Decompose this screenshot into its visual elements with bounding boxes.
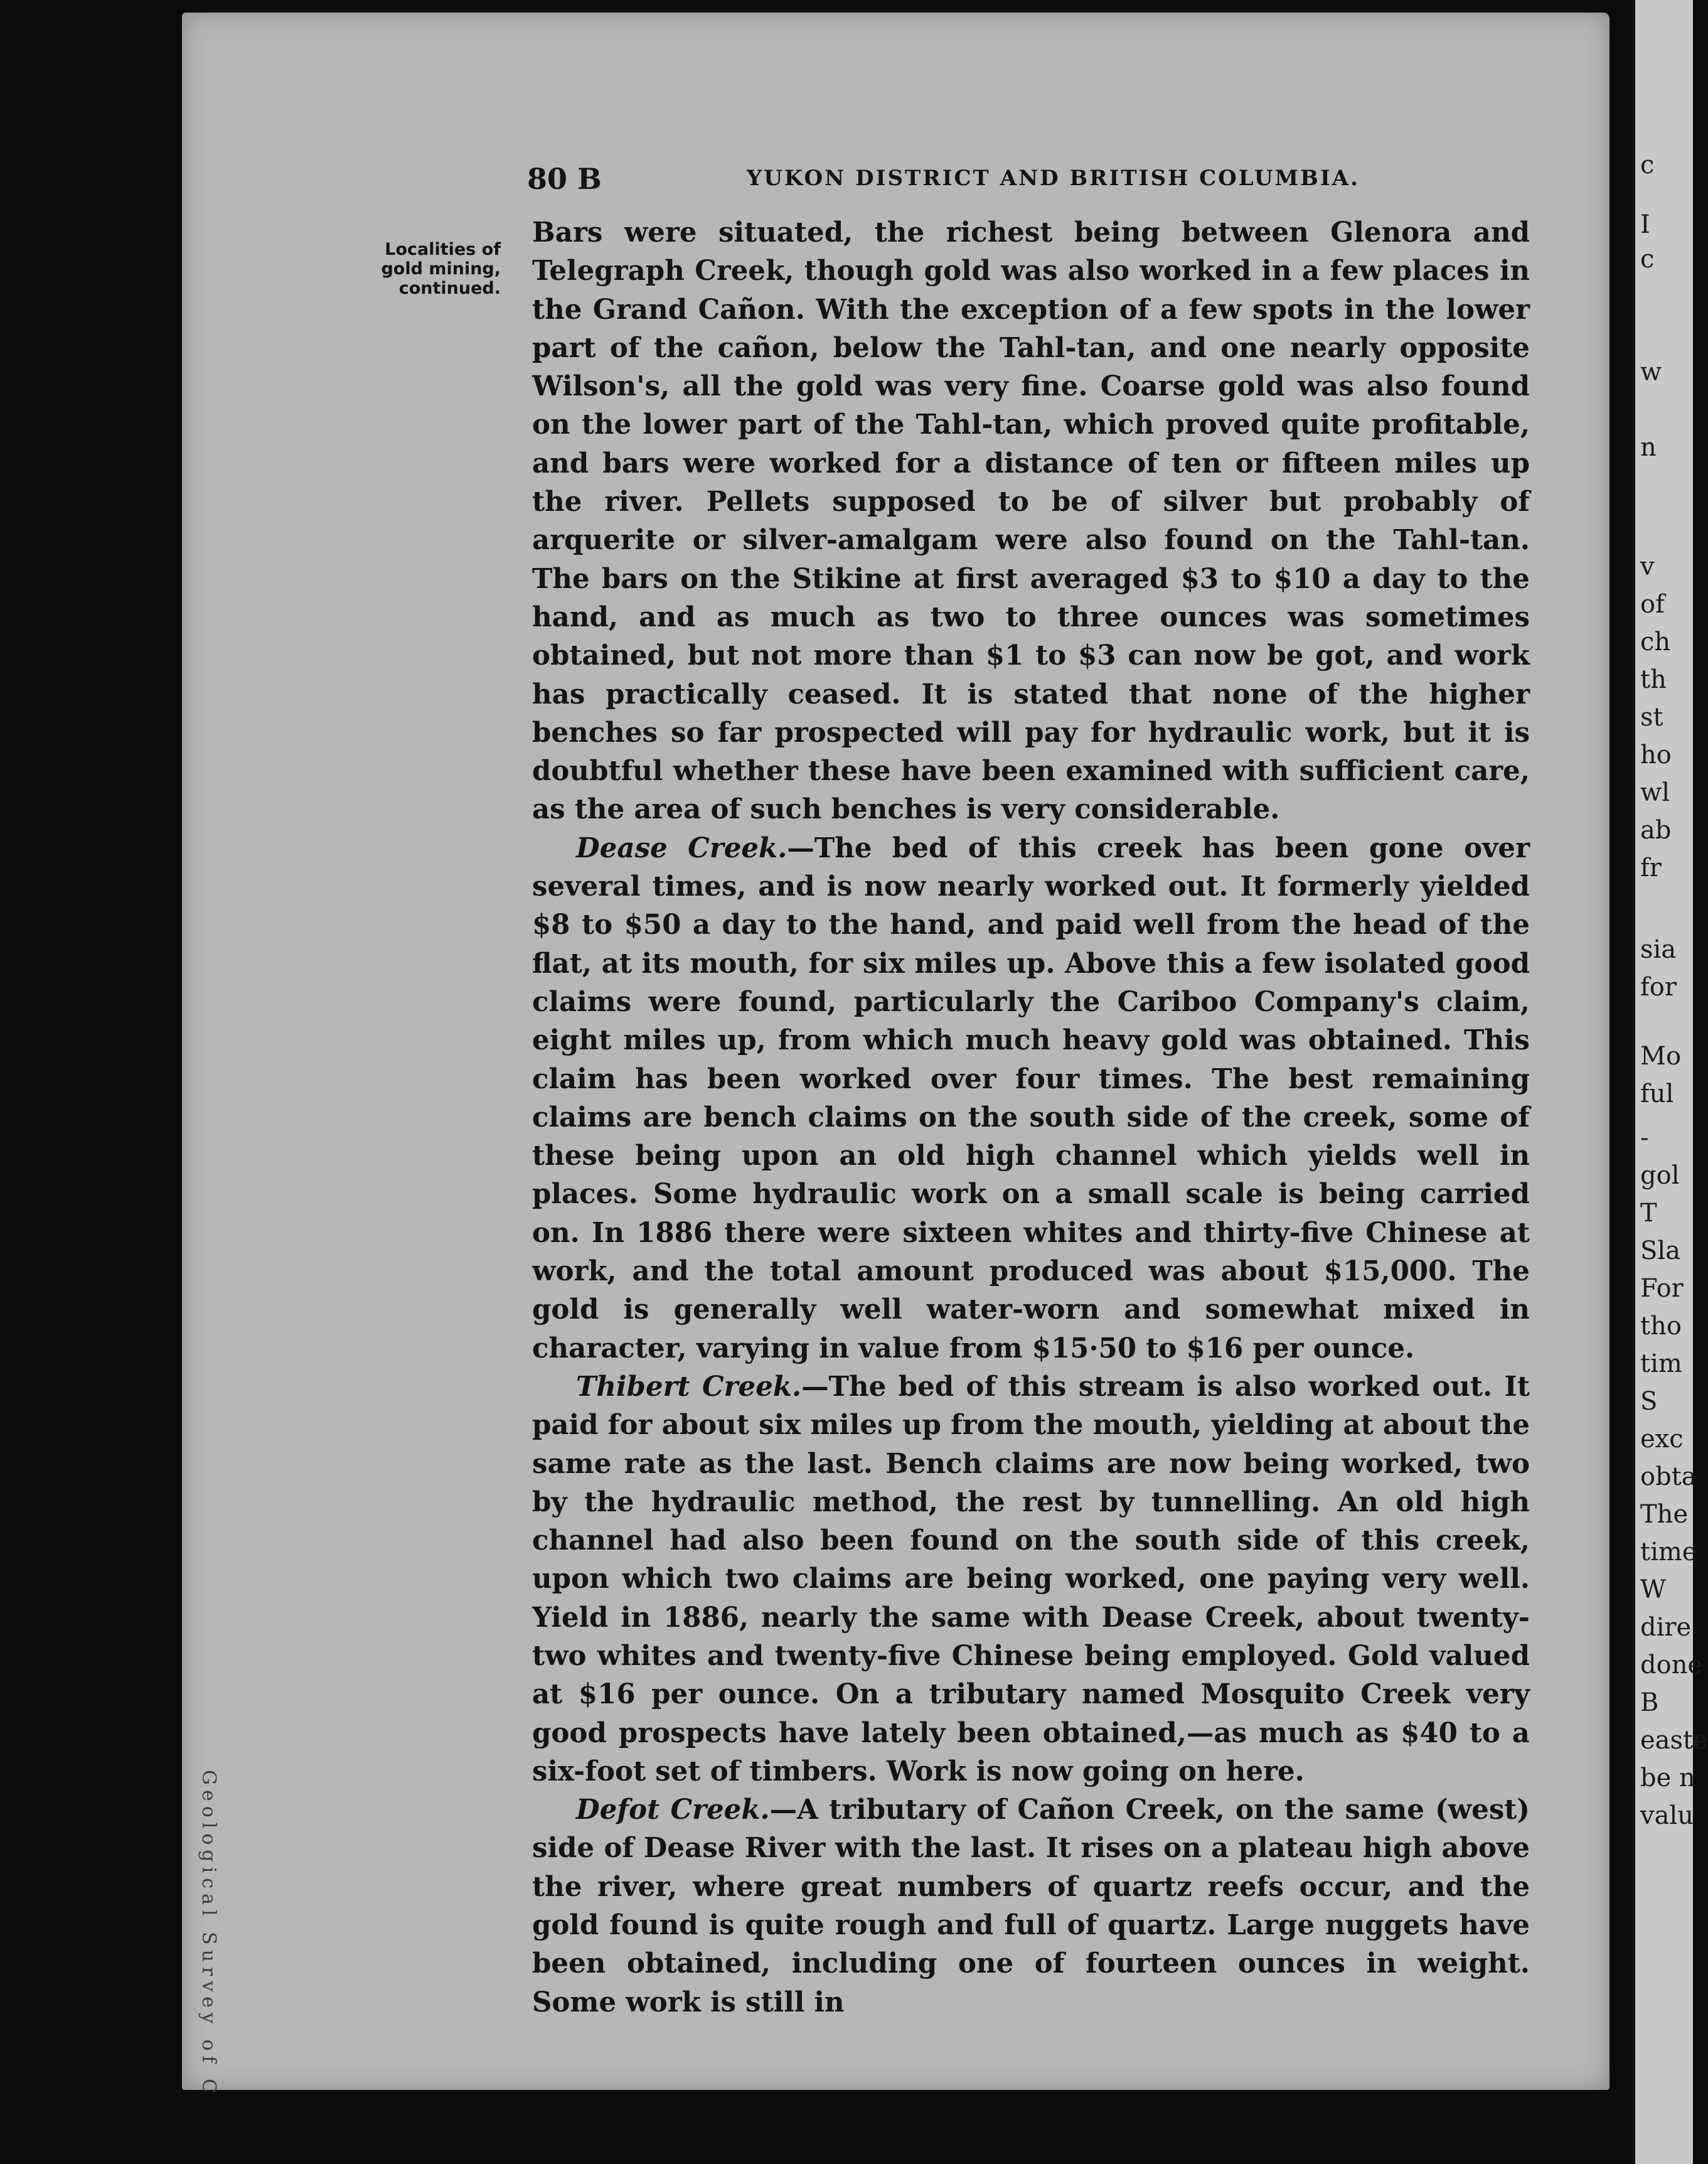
facing-page-fragment: B xyxy=(1640,1688,1659,1717)
facing-page-fragment: - xyxy=(1640,1123,1649,1152)
facing-page-fragment: Mo xyxy=(1640,1042,1682,1071)
section-heading: Thibert Creek. xyxy=(576,1370,802,1403)
facing-page-fragment: For xyxy=(1640,1274,1684,1303)
facing-page-fragment: T xyxy=(1640,1199,1657,1228)
facing-page-fragment: th xyxy=(1640,665,1667,694)
facing-page-fragment: wl xyxy=(1640,778,1670,807)
facing-page-fragment: obta xyxy=(1640,1462,1697,1491)
paragraph-text: —The bed of this creek has been gone over several times, and is now nearly worked out. It formerly yielded $8 to $50 a day to the hand, and paid well from the head of the flat, at its mouth, for six miles up. Above this a few isolated good claims were found, particularly the Cariboo Company's claim, eight miles up, from which much heavy gold was obtained. This claim has been worked over four times. The best remaining claims are bench claims on the south side of the creek, some of these being upon an old high channel which yields well in places. Some hydraulic work on a small scale is being carried on. In 1886 there were sixteen whites and thirty-five Chinese at work, and the total amount produced was about $15,000. The gold is generally well water-worn and somewhat mixed in character, varying in value from $15·50 to $16 per ounce. xyxy=(532,832,1530,1364)
facing-page-fragment: ab xyxy=(1640,816,1672,845)
facing-page-fragment: easte xyxy=(1640,1726,1708,1755)
facing-page-fragment: st xyxy=(1640,703,1663,732)
facing-page-fragment: valu xyxy=(1640,1801,1694,1830)
margin-note-line: continued. xyxy=(398,279,501,298)
facing-page-fragment: W xyxy=(1640,1575,1667,1604)
section-heading: Dease Creek. xyxy=(576,832,787,864)
facing-page-fragment: ful xyxy=(1640,1079,1674,1108)
margin-note xyxy=(363,240,501,298)
facing-page-fragment: The xyxy=(1640,1500,1689,1529)
facing-page-fragment: tim xyxy=(1640,1349,1682,1378)
paragraph-text: —A tributary of Cañon Creek, on the same (west) side of Dease River with the last. It rises on a plateau high above the river, where great numbers of quartz reefs occur, and the gold found is quite rough and full of quartz. Large nuggets have been obtained, including one of fourteen ounces in weight. Some work is still in xyxy=(532,1794,1530,2018)
facing-page-fragment: c xyxy=(1640,151,1655,179)
margin-note-line: Localities of xyxy=(385,240,501,259)
facing-page-fragment: exc xyxy=(1640,1425,1684,1454)
facing-page-fragment: ch xyxy=(1640,628,1671,656)
paragraph-text: Bars were situated, the richest being between Glenora and Telegraph Creek, though gold was also worked in a few places in the Grand Cañon. With the exception of a few spots in the lower part of the cañon, below the Tahl-tan, and one nearly opposite Wilson's, all the gold was very fine. Coarse gold was also found on the lower part of the Tahl-tan, which proved quite profitable, and bars were worked for a distance of ten or fifteen miles up the river. Pellets supposed to be of silver but probably of arquerite or silver-amalgam were also found on the Tahl-tan. The bars on the Stikine at first averaged $3 to $10 a day to the hand, and as much as two to three ounces was sometimes obtained, but not more than $1 to $3 can now be got, and work has practically ceased. It is stated that none of the higher benches so far prospected will pay for hydraulic work, but it is doubtful whether these have been examined with sufficient care, as the area of such benches is very considerable. xyxy=(532,217,1530,826)
facing-page-fragment: w xyxy=(1640,358,1662,387)
paragraph xyxy=(532,213,1530,829)
facing-page-fragment: fr xyxy=(1640,854,1662,882)
facing-page-fragment: n xyxy=(1640,433,1657,462)
facing-page-edge xyxy=(1631,0,1708,2164)
facing-page-fragment: ho xyxy=(1640,741,1672,769)
paragraph xyxy=(532,1368,1530,1791)
facing-page-fragment: tho xyxy=(1640,1312,1682,1341)
page-number: 80 B xyxy=(527,162,602,196)
facing-page-fragment: sia xyxy=(1640,935,1677,964)
paragraph xyxy=(532,1791,1530,2022)
section-heading: Defot Creek. xyxy=(576,1794,770,1826)
facing-page-fragment: for xyxy=(1640,973,1677,1002)
facing-page-fragment: c xyxy=(1640,245,1655,274)
facing-page-fragment: I xyxy=(1640,210,1650,239)
facing-page-fragment: v xyxy=(1640,552,1655,581)
facing-page-fragment: Sla xyxy=(1640,1236,1681,1265)
facing-page-fragment: dire xyxy=(1640,1613,1692,1642)
paragraph-text: —The bed of this stream is also worked out. It paid for about six miles up from the mouth, yielding at about the same rate as the last. Bench claims are now being worked, two by the hydraulic method, the rest by tunnelling. An old high channel had also been found on the south side of this creek, upon which two claims are being worked, one paying very well. Yield in 1886, nearly the same with Dease Creek, about twenty-two whites and twenty-five Chinese being employed. Gold valued at $16 per ounce. On a tributary named Mosquito Creek very good prospects have lately been obtained,—as much as $40 to a six-foot set of timbers. Work is now going on here. xyxy=(532,1370,1530,1787)
page-header xyxy=(527,162,1360,200)
facing-page-fragment: time xyxy=(1640,1538,1697,1567)
facing-page-fragment: gol xyxy=(1640,1161,1680,1190)
spine-stamp: Geological Survey of C xyxy=(198,1770,220,2099)
paragraph xyxy=(532,829,1530,1368)
facing-page-fragment: of xyxy=(1640,590,1665,619)
facing-page-fragment: S xyxy=(1640,1387,1658,1416)
facing-page-fragment: be n xyxy=(1640,1764,1695,1792)
margin-note-line: gold mining, xyxy=(381,259,501,279)
facing-page-fragment: done xyxy=(1640,1651,1703,1679)
running-title: YUKON DISTRICT AND BRITISH COLUMBIA. xyxy=(747,166,1360,191)
body-text xyxy=(532,213,1530,2022)
